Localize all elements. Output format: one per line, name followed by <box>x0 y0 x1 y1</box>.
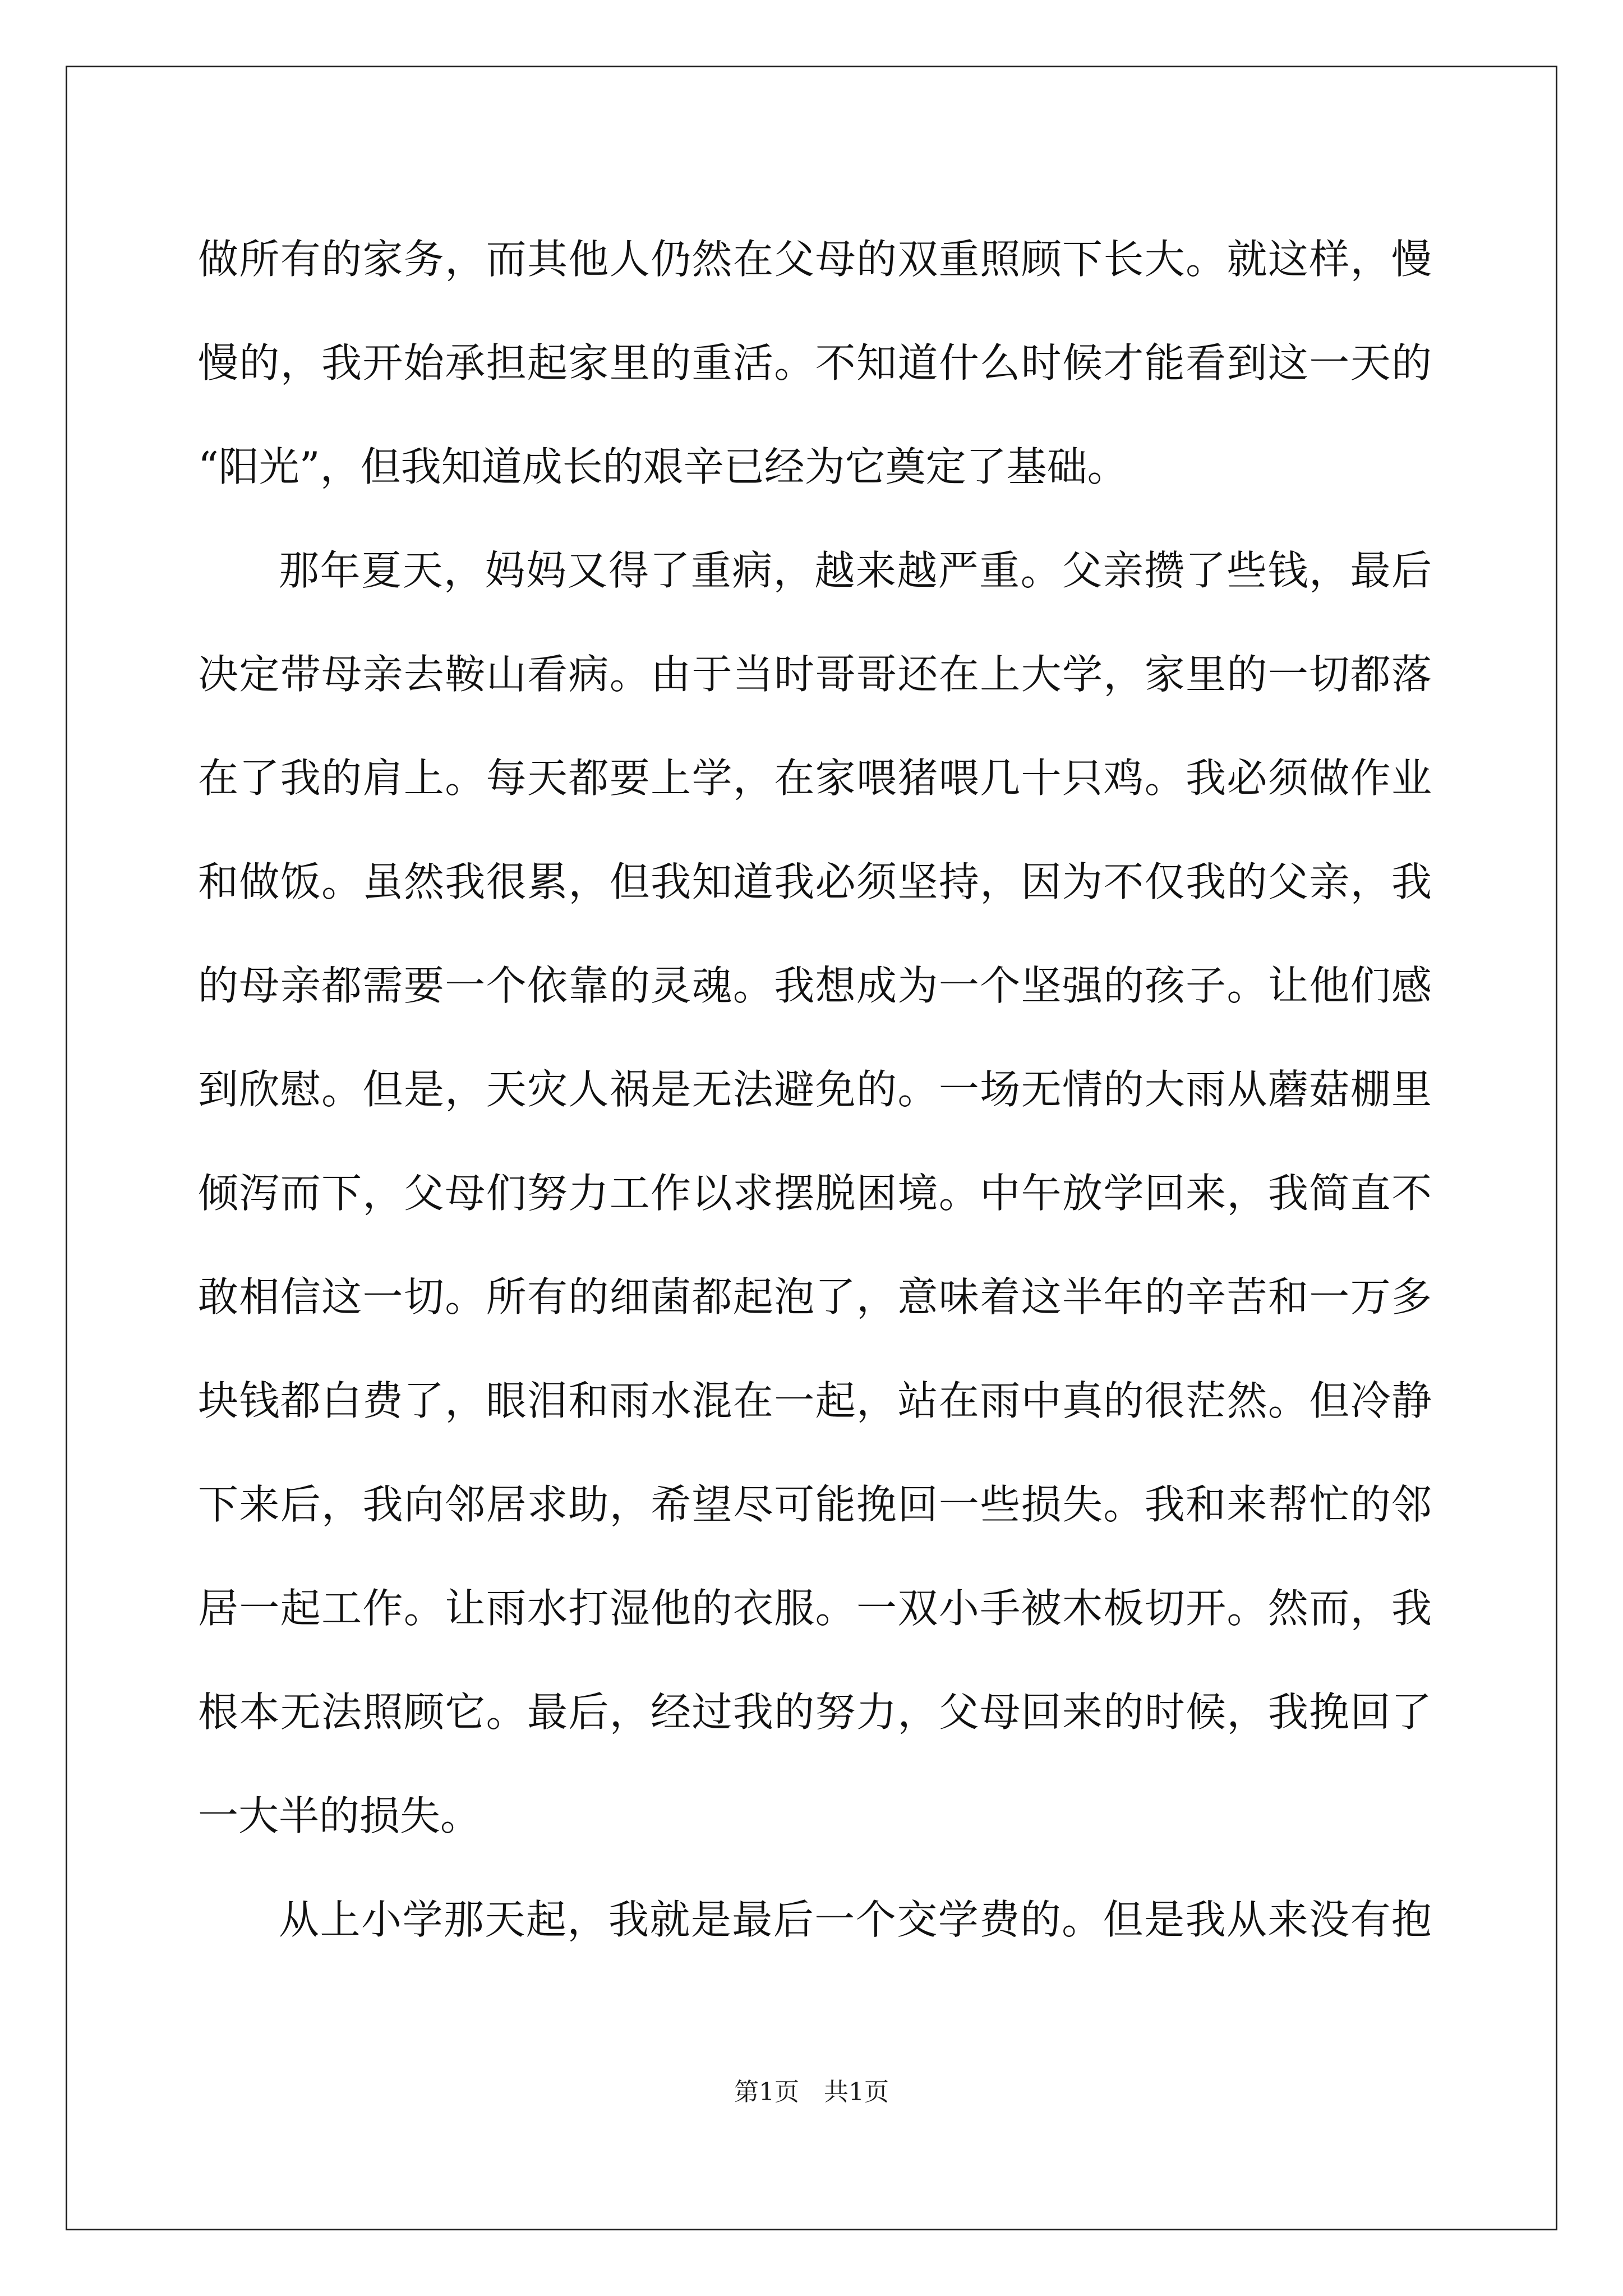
text-line: 居一起工作。让雨水打湿他的衣服。一双小手被木板切开。然而，我 <box>198 1585 1432 1632</box>
paragraph <box>198 1868 1432 1972</box>
page-footer <box>0 2076 1623 2109</box>
text-line: 倾泻而下，父母们努力工作以求摆脱困境。中午放学回来，我简直不 <box>198 1170 1432 1217</box>
text-line: 在了我的肩上。每天都要上学，在家喂猪喂几十只鸡。我必须做作业 <box>198 754 1432 802</box>
document-body <box>198 208 1432 1972</box>
text-line: 根本无法照顾它。最后，经过我的努力，父母回来的时候，我挽回了 <box>198 1688 1432 1736</box>
text-line: 和做饭。虽然我很累，但我知道我必须坚持，因为不仅我的父亲，我 <box>198 858 1432 905</box>
text-line: 的母亲都需要一个依靠的灵魂。我想成为一个坚强的孩子。让他们感 <box>198 962 1432 1009</box>
text-line: 一大半的损失。 <box>198 1792 481 1839</box>
text-line: 到欣慰。但是，天灾人祸是无法避免的。一场无情的大雨从蘑菇棚里 <box>198 1066 1432 1113</box>
paragraph <box>198 519 1432 1868</box>
text-line: 下来后，我向邻居求助，希望尽可能挽回一些损失。我和来帮忙的邻 <box>198 1481 1432 1528</box>
text-line: 做所有的家务，而其他人仍然在父母的双重照顾下长大。就这样，慢 <box>198 236 1432 283</box>
paragraph <box>198 208 1432 519</box>
text-line: 那年夏天，妈妈又得了重病，越来越严重。父亲攒了些钱，最后 <box>279 547 1432 594</box>
text-line: 决定带母亲去鞍山看病。由于当时哥哥还在上大学，家里的一切都落 <box>198 651 1432 698</box>
text-line: 从上小学那天起，我就是最后一个交学费的。但是我从来没有抱 <box>279 1896 1432 1943</box>
text-line: 块钱都白费了，眼泪和雨水混在一起，站在雨中真的很茫然。但冷静 <box>198 1377 1432 1424</box>
text-line: “阳光”，但我知道成长的艰辛已经为它奠定了基础。 <box>198 443 1128 490</box>
page-number: 第1页 共1页 <box>734 2078 889 2106</box>
text-line: 慢的，我开始承担起家里的重活。不知道什么时候才能看到这一天的 <box>198 339 1432 386</box>
text-line: 敢相信这一切。所有的细菌都起泡了，意味着这半年的辛苦和一万多 <box>198 1273 1432 1320</box>
